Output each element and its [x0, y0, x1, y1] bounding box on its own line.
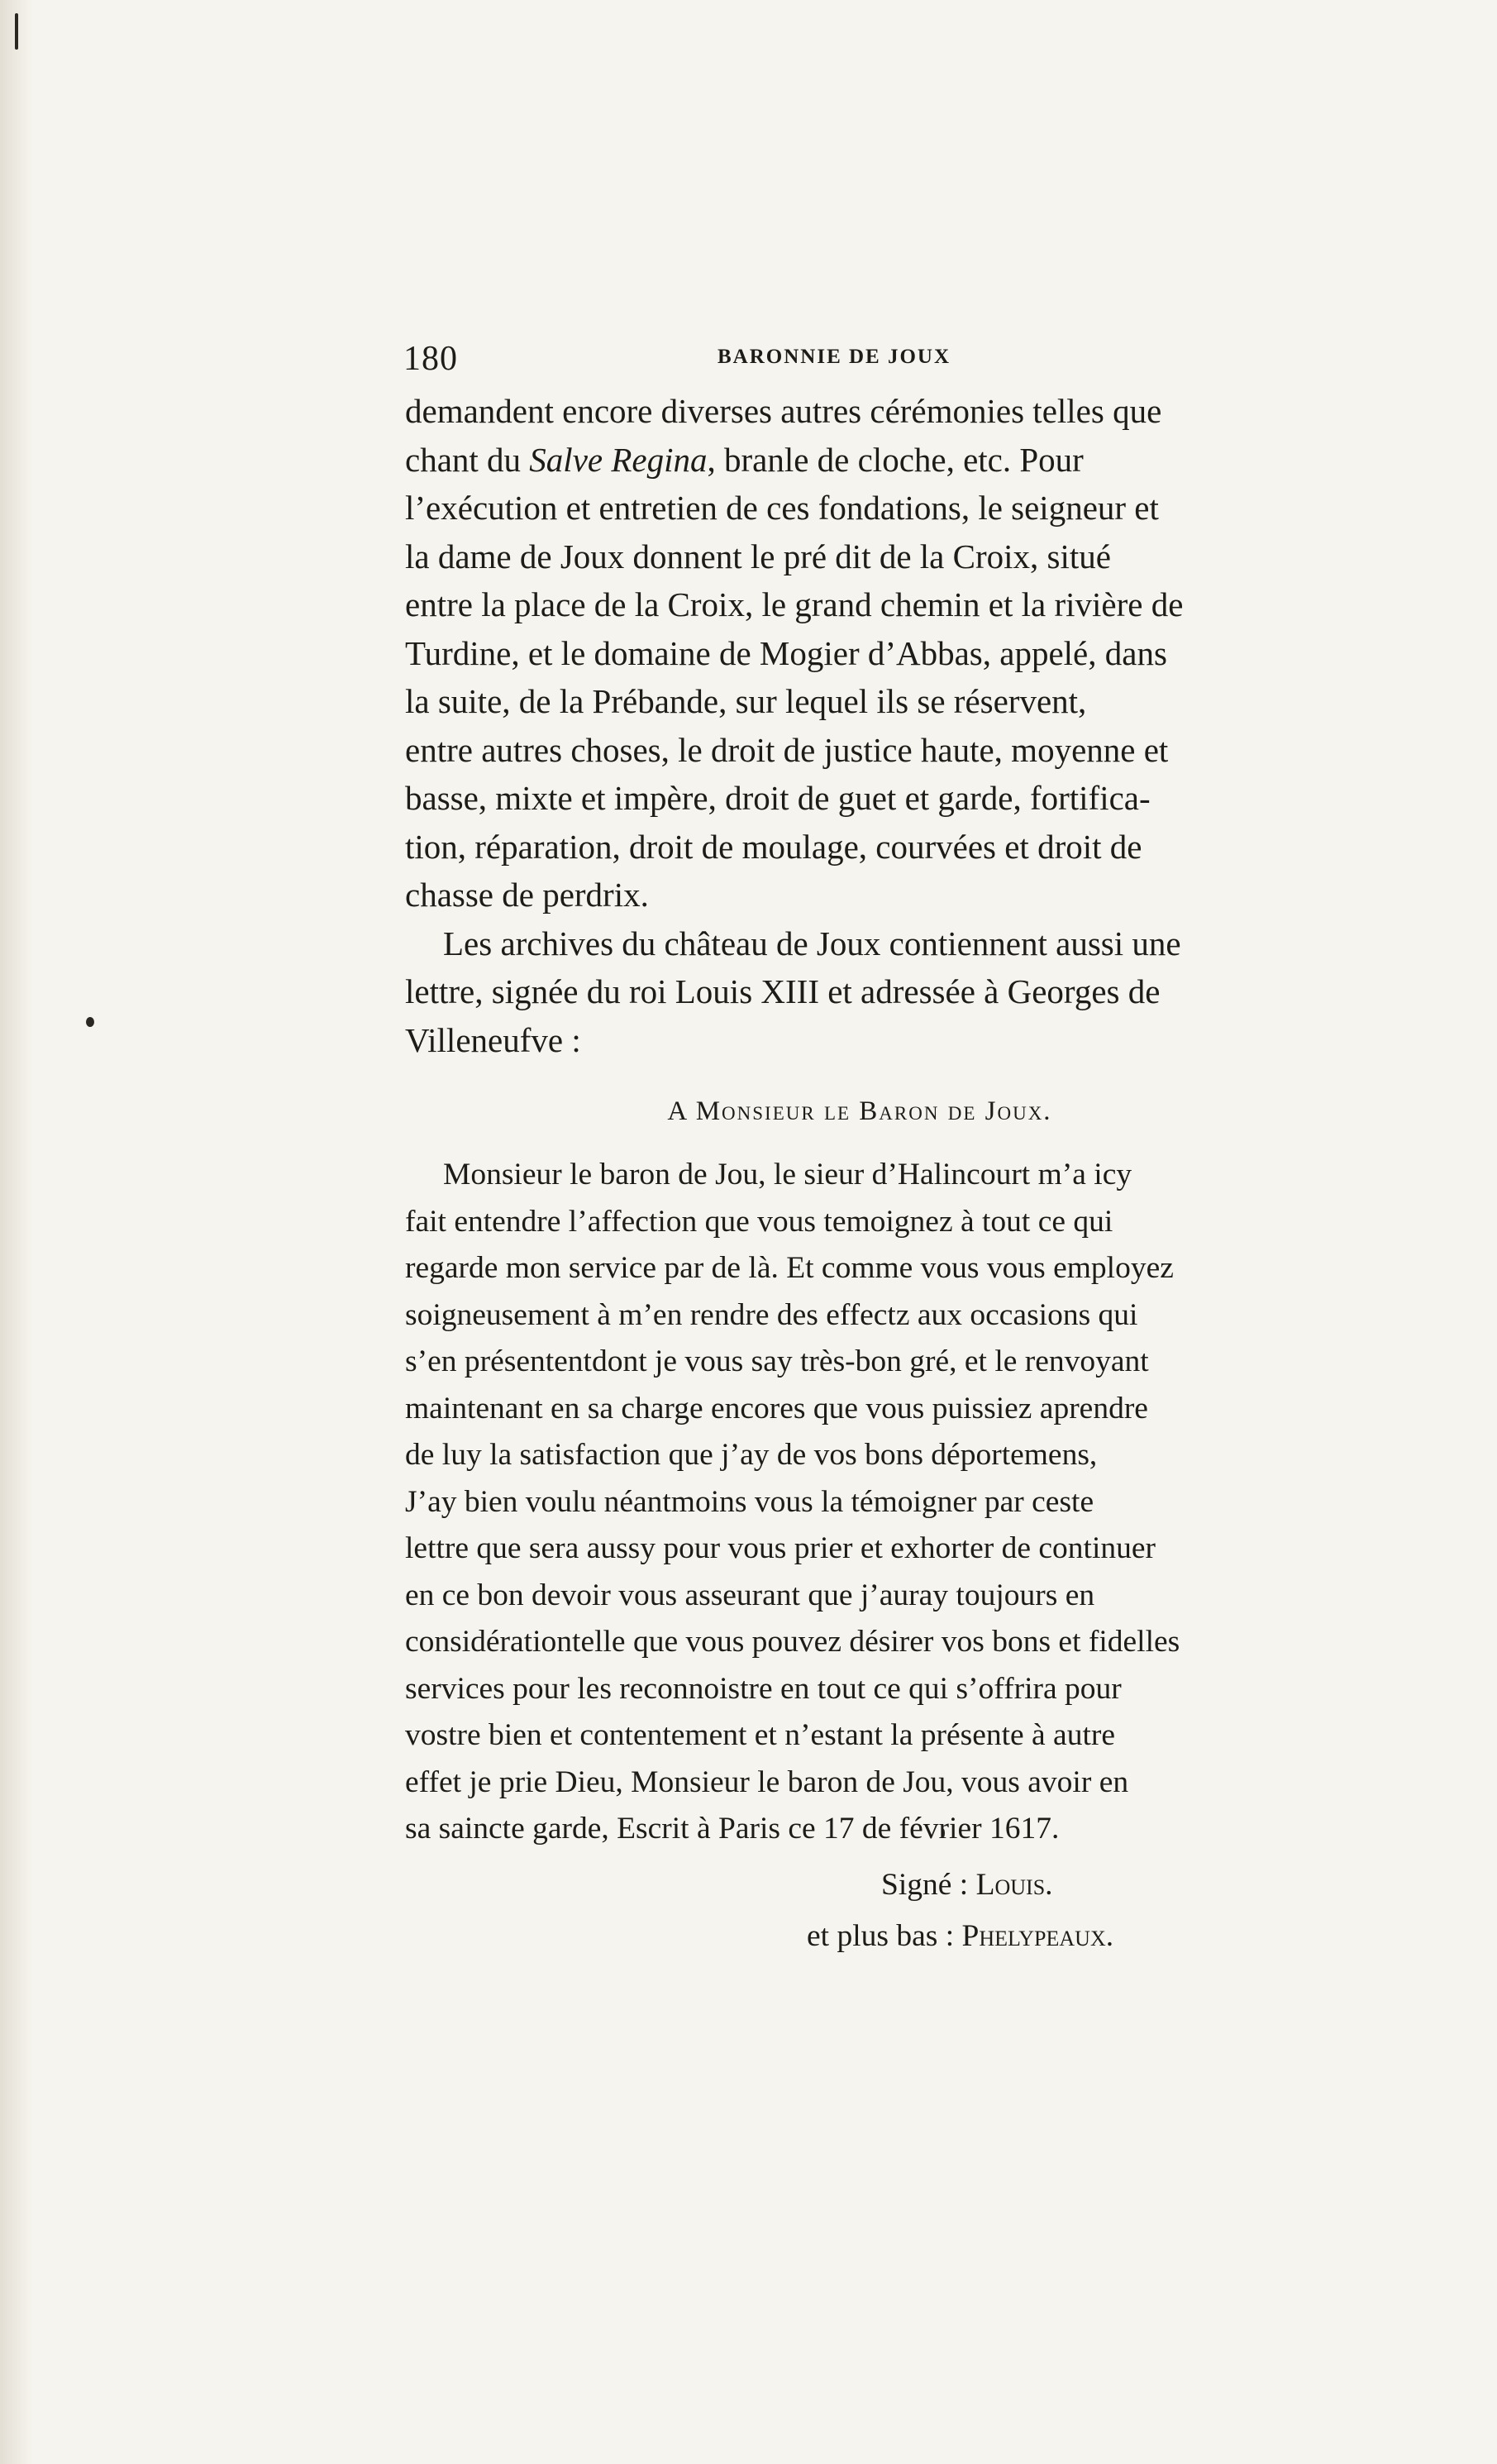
letter-line: considérationtelle que vous pouvez désirer vos bons et fidelles [405, 1625, 1180, 1659]
letter-line: effet je prie Dieu, Monsieur le baron de Jou, vous avoir en [405, 1764, 1129, 1799]
ink-speck [86, 1017, 94, 1027]
letter-line: s’en présententdont je vous say très-bon gré, et le renvoyant [405, 1344, 1149, 1378]
text-line: la suite, de la Prébande, sur lequel ils se réservent, [405, 682, 1087, 720]
letter-line: lettre que sera aussy pour vous prier et exhorter de continuer [405, 1531, 1156, 1565]
letter-line: fait entendre l’affection que vous temoignez à tout ce qui [405, 1204, 1113, 1239]
running-head: BARONNIE DE JOUX [718, 346, 951, 368]
text-line: l’exécution et entretien de ces fondations, le seigneur et [405, 489, 1159, 527]
letter-line: en ce bon devoir vous asseurant que j’auray toujours en [405, 1578, 1095, 1612]
text-line: demandent encore diverses autres cérémonies telles que [405, 392, 1162, 430]
text-line: entre autres choses, le droit de justice haute, moyenne et [405, 730, 1169, 769]
text-line: Villeneufve : [405, 1020, 581, 1059]
paragraph-foundations [405, 387, 1290, 919]
signature-label: Signé : [881, 1867, 976, 1902]
page-header [403, 339, 1296, 389]
letter-line: regarde mon service par de là. Et comme vous vous employez [405, 1251, 1174, 1285]
text-line: basse, mixte et impère, droit de guet et garde, fortifica- [405, 779, 1151, 817]
text-line: Les archives du château de Joux contiennent aussi une [443, 924, 1181, 962]
signature-line [405, 1860, 1290, 1911]
page-number: 180 [403, 340, 458, 378]
letter-line: vostre bien et contentement et n’estant la présente à autre [405, 1718, 1116, 1752]
text-line: la dame de Joux donnent le pré dit de la Croix, situé [405, 537, 1111, 575]
letter-title [405, 1086, 1290, 1137]
countersignature-label: et plus bas : [807, 1918, 962, 1953]
letter-line: Monsieur le baron de Jou, le sieur d’Halincourt m’a icy [443, 1158, 1132, 1191]
letter-line: soigneusement à m’en rendre des effectz aux occasions qui [405, 1297, 1138, 1332]
letter-line: de luy la satisfaction que j’ay de vos bons déportemens, [405, 1438, 1098, 1472]
text-line: chant du Salve Regina, branle de cloche, etc. Pour [405, 440, 1084, 479]
text-line: lettre, signée du roi Louis XIII et adressée à Georges de [405, 972, 1161, 1010]
royal-letter [405, 1152, 1290, 1853]
letter-line: maintenant en sa charge encores que vous puissiez aprendre [405, 1391, 1148, 1425]
page-gutter-shadow [0, 0, 33, 2464]
letter-title-prefix: A [667, 1096, 696, 1126]
countersignature-line [405, 1911, 1290, 1962]
letter-line: services pour les reconnoistre en tout ce qui s’offrira pour [405, 1671, 1122, 1706]
letter-line: sa saincte garde, Escrit à Paris ce 17 de février 1617. [405, 1812, 1060, 1846]
letter-line: J’ay bien voulu néantmoins vous la témoigner par ceste [405, 1484, 1094, 1519]
signature-name: Louis. [975, 1867, 1053, 1902]
text-line: chasse de perdrix. [405, 876, 649, 914]
paragraph-archives [405, 919, 1290, 1065]
text-line: tion, réparation, droit de moulage, courvées et droit de [405, 827, 1142, 866]
text-line: Turdine, et le domaine de Mogier d’Abbas, appelé, dans [405, 633, 1167, 672]
countersignature-name: Phelypeaux. [961, 1918, 1114, 1953]
letter-title-addressee: Monsieur le Baron de Joux. [695, 1096, 1052, 1126]
text-line: entre la place de la Croix, le grand chemin et la rivière de [405, 585, 1184, 623]
text-block [405, 387, 1290, 1962]
ink-speck [15, 13, 18, 50]
